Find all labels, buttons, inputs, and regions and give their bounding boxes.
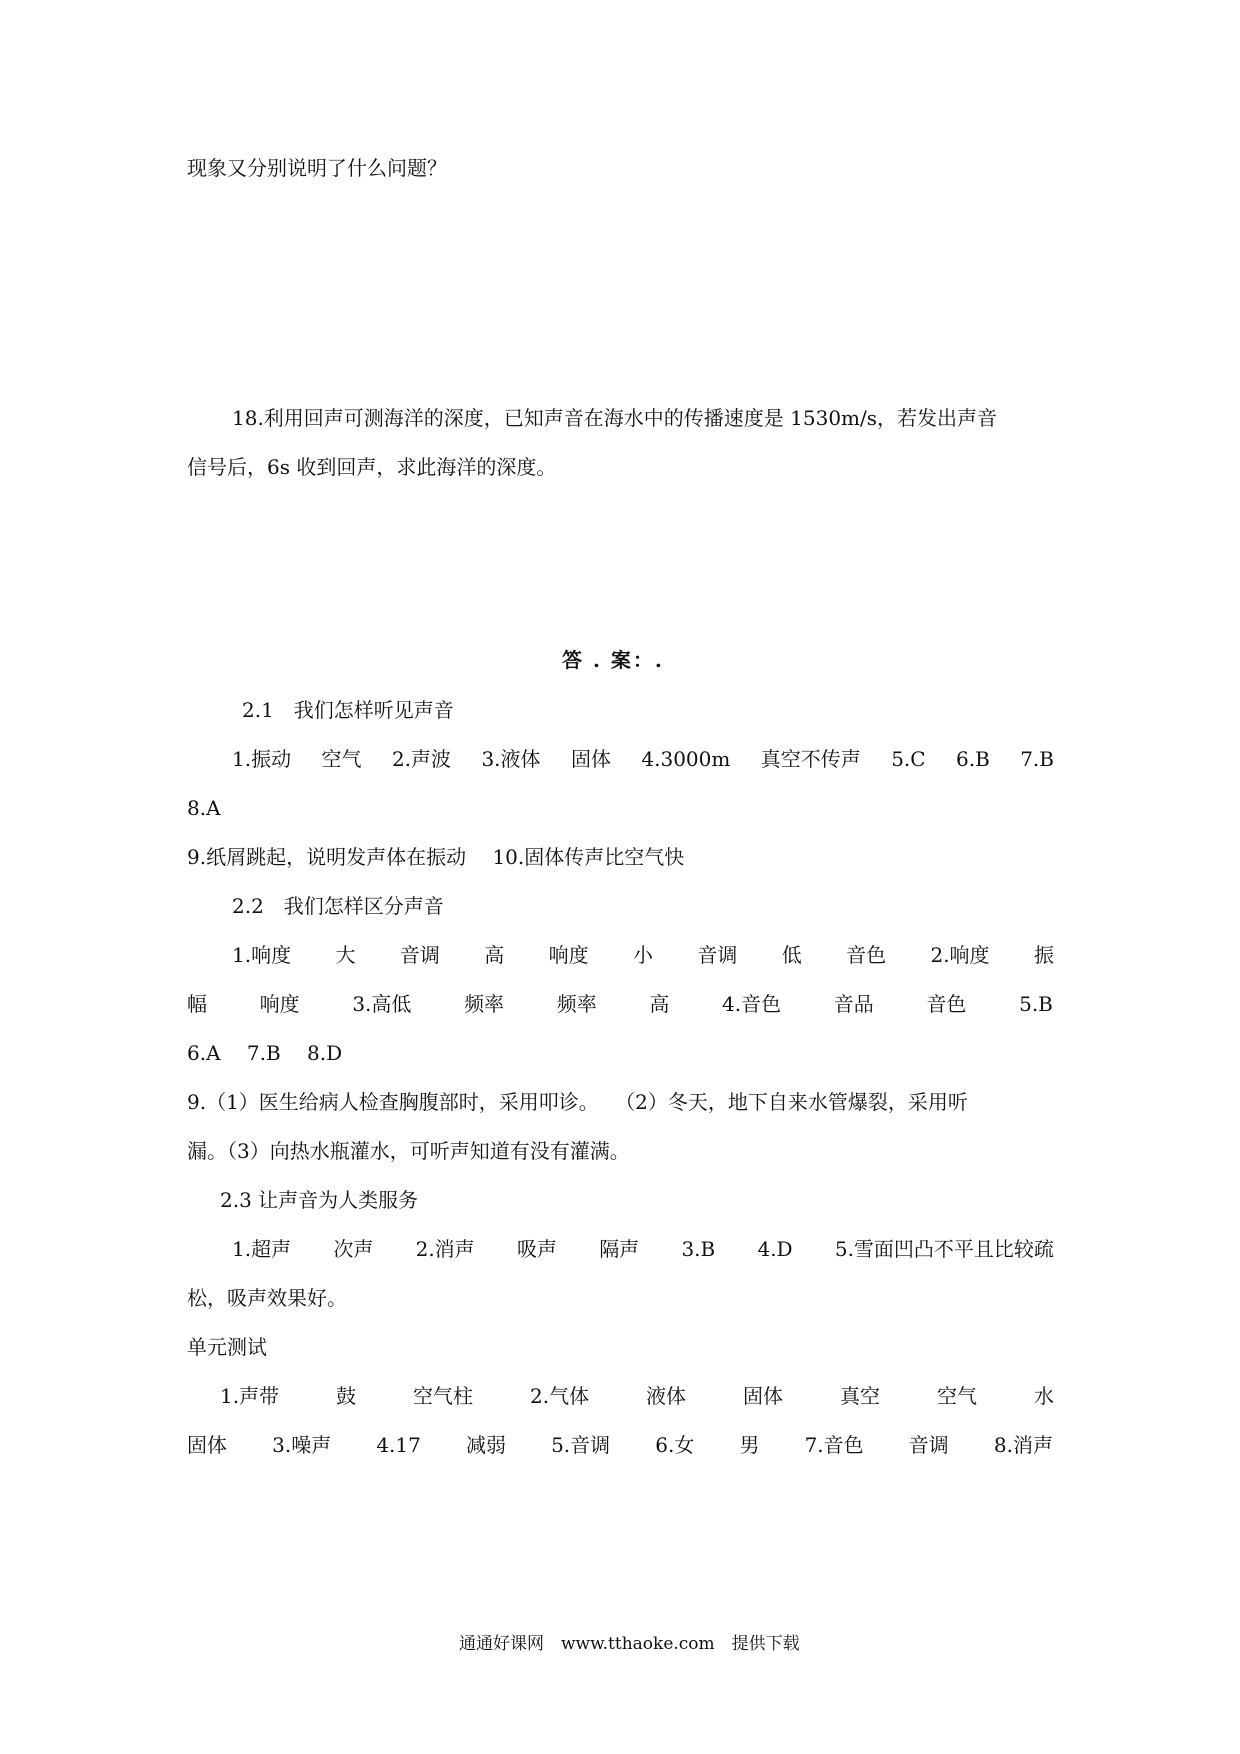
answer-item: 固体 — [187, 1433, 227, 1457]
answer-item: 1.超声 — [232, 1237, 292, 1261]
answer-item: 5.雪面凹凸不平且比较疏 — [834, 1237, 1054, 1261]
answer-item: 6.女 — [655, 1433, 695, 1457]
question-17-continuation: 现象又分别说明了什么问题？ — [187, 156, 447, 180]
answer-item: 1.振动 — [232, 747, 292, 771]
answer-item: 隔声 — [599, 1237, 640, 1261]
answer-item: 5.音调 — [551, 1433, 611, 1457]
question-18-line-1: 18.利用回声可测海洋的深度，已知声音在海水中的传播速度是 1530m/s，若发出声音 — [232, 406, 998, 430]
answer-item: 音色 — [926, 992, 967, 1016]
answer-item: 音调 — [697, 943, 738, 967]
answer-item: 固体 — [570, 747, 611, 771]
answer-item: 3.液体 — [481, 747, 541, 771]
answer-item: 音品 — [833, 992, 874, 1016]
answer-item: 空气柱 — [413, 1384, 474, 1408]
page-footer: 通通好课网 www.tthaoke.com 提供下载 — [459, 1634, 800, 1654]
answer-item: 4.音色 — [722, 992, 782, 1016]
section-2-1-heading: 2.1 我们怎样听见声音 — [242, 698, 454, 722]
answer-item: 频率 — [464, 992, 505, 1016]
answer-item: 减弱 — [465, 1433, 506, 1457]
section-2-3-heading: 2.3 让声音为人类服务 — [220, 1188, 419, 1212]
section-2-2-line-4: 9.（1）医生给病人检查胸腹部时，采用叩诊。 （2）冬天，地下自来水管爆裂，采用听 — [187, 1090, 968, 1114]
answer-item: 振 — [1033, 943, 1054, 967]
answer-item: 5.B — [1019, 992, 1053, 1016]
section-2-2-line-5: 漏。（3）向热水瓶灌水，可听声知道有没有灌满。 — [187, 1139, 630, 1163]
answer-item: 2.消声 — [415, 1237, 475, 1261]
answer-item: 音色 — [846, 943, 887, 967]
answer-item: 鼓 — [336, 1384, 357, 1408]
answer-item: 空气 — [321, 747, 362, 771]
answer-item: 音调 — [399, 943, 440, 967]
answer-item: 1.响度 — [232, 943, 292, 967]
answer-item: 响度 — [548, 943, 589, 967]
section-2-1-line-2: 8.A — [187, 796, 221, 820]
answer-item: 频率 — [556, 992, 597, 1016]
answer-item: 低 — [781, 943, 802, 967]
answer-item: 固体 — [743, 1384, 784, 1408]
unit-test-line-2 — [187, 1431, 1053, 1459]
answer-item: 男 — [739, 1433, 760, 1457]
answer-item: 吸声 — [516, 1237, 557, 1261]
answer-item: 真空不传声 — [760, 747, 861, 771]
answer-item: 3.高低 — [352, 992, 412, 1016]
answer-item: 3.B — [681, 1237, 716, 1261]
answer-item: 幅 — [187, 992, 207, 1016]
answer-item: 7.音色 — [804, 1433, 864, 1457]
answer-item: 音调 — [908, 1433, 949, 1457]
answer-item: 真空 — [840, 1384, 880, 1408]
section-2-1-line-3: 9.纸屑跳起，说明发声体在振动 10.固体传声比空气快 — [187, 845, 685, 869]
answer-item: 2.气体 — [530, 1384, 590, 1408]
section-2-3-line-2: 松，吸声效果好。 — [187, 1286, 347, 1310]
answer-item: 水 — [1033, 1384, 1054, 1408]
answer-item: 次声 — [333, 1237, 374, 1261]
answer-item: 8.消声 — [993, 1433, 1053, 1457]
answer-item: 液体 — [646, 1384, 687, 1408]
answer-item: 4.17 — [376, 1433, 421, 1457]
unit-test-line-1 — [220, 1382, 1054, 1410]
section-2-3-line-1 — [232, 1235, 1054, 1263]
section-2-2-heading: 2.2 我们怎样区分声音 — [232, 894, 444, 918]
answer-item: 6.B — [956, 747, 990, 771]
answer-item: 1.声带 — [220, 1384, 280, 1408]
answer-item: 小 — [632, 943, 653, 967]
answer-item: 4.3000m — [641, 747, 731, 771]
answer-item: 2.声波 — [391, 747, 452, 771]
unit-test-heading: 单元测试 — [187, 1335, 267, 1359]
answer-item: 3.噪声 — [272, 1433, 332, 1457]
answer-item: 高 — [649, 992, 670, 1016]
answer-item: 7.B — [1020, 747, 1054, 771]
section-2-2-line-3: 6.A 7.B 8.D — [187, 1041, 343, 1065]
answer-title: 答 . 案：. — [562, 648, 664, 672]
answer-item: 2.响度 — [930, 943, 990, 967]
section-2-1-line-1 — [232, 745, 1054, 773]
section-2-2-line-1 — [232, 941, 1054, 969]
section-2-2-line-2 — [187, 990, 1053, 1018]
question-18-line-2: 信号后，6s 收到回声，求此海洋的深度。 — [187, 455, 557, 479]
answer-item: 高 — [484, 943, 505, 967]
answer-item: 响度 — [259, 992, 300, 1016]
answer-item: 5.C — [891, 747, 926, 771]
answer-item: 大 — [335, 943, 356, 967]
answer-item: 空气 — [936, 1384, 977, 1408]
answer-item: 4.D — [757, 1237, 793, 1261]
